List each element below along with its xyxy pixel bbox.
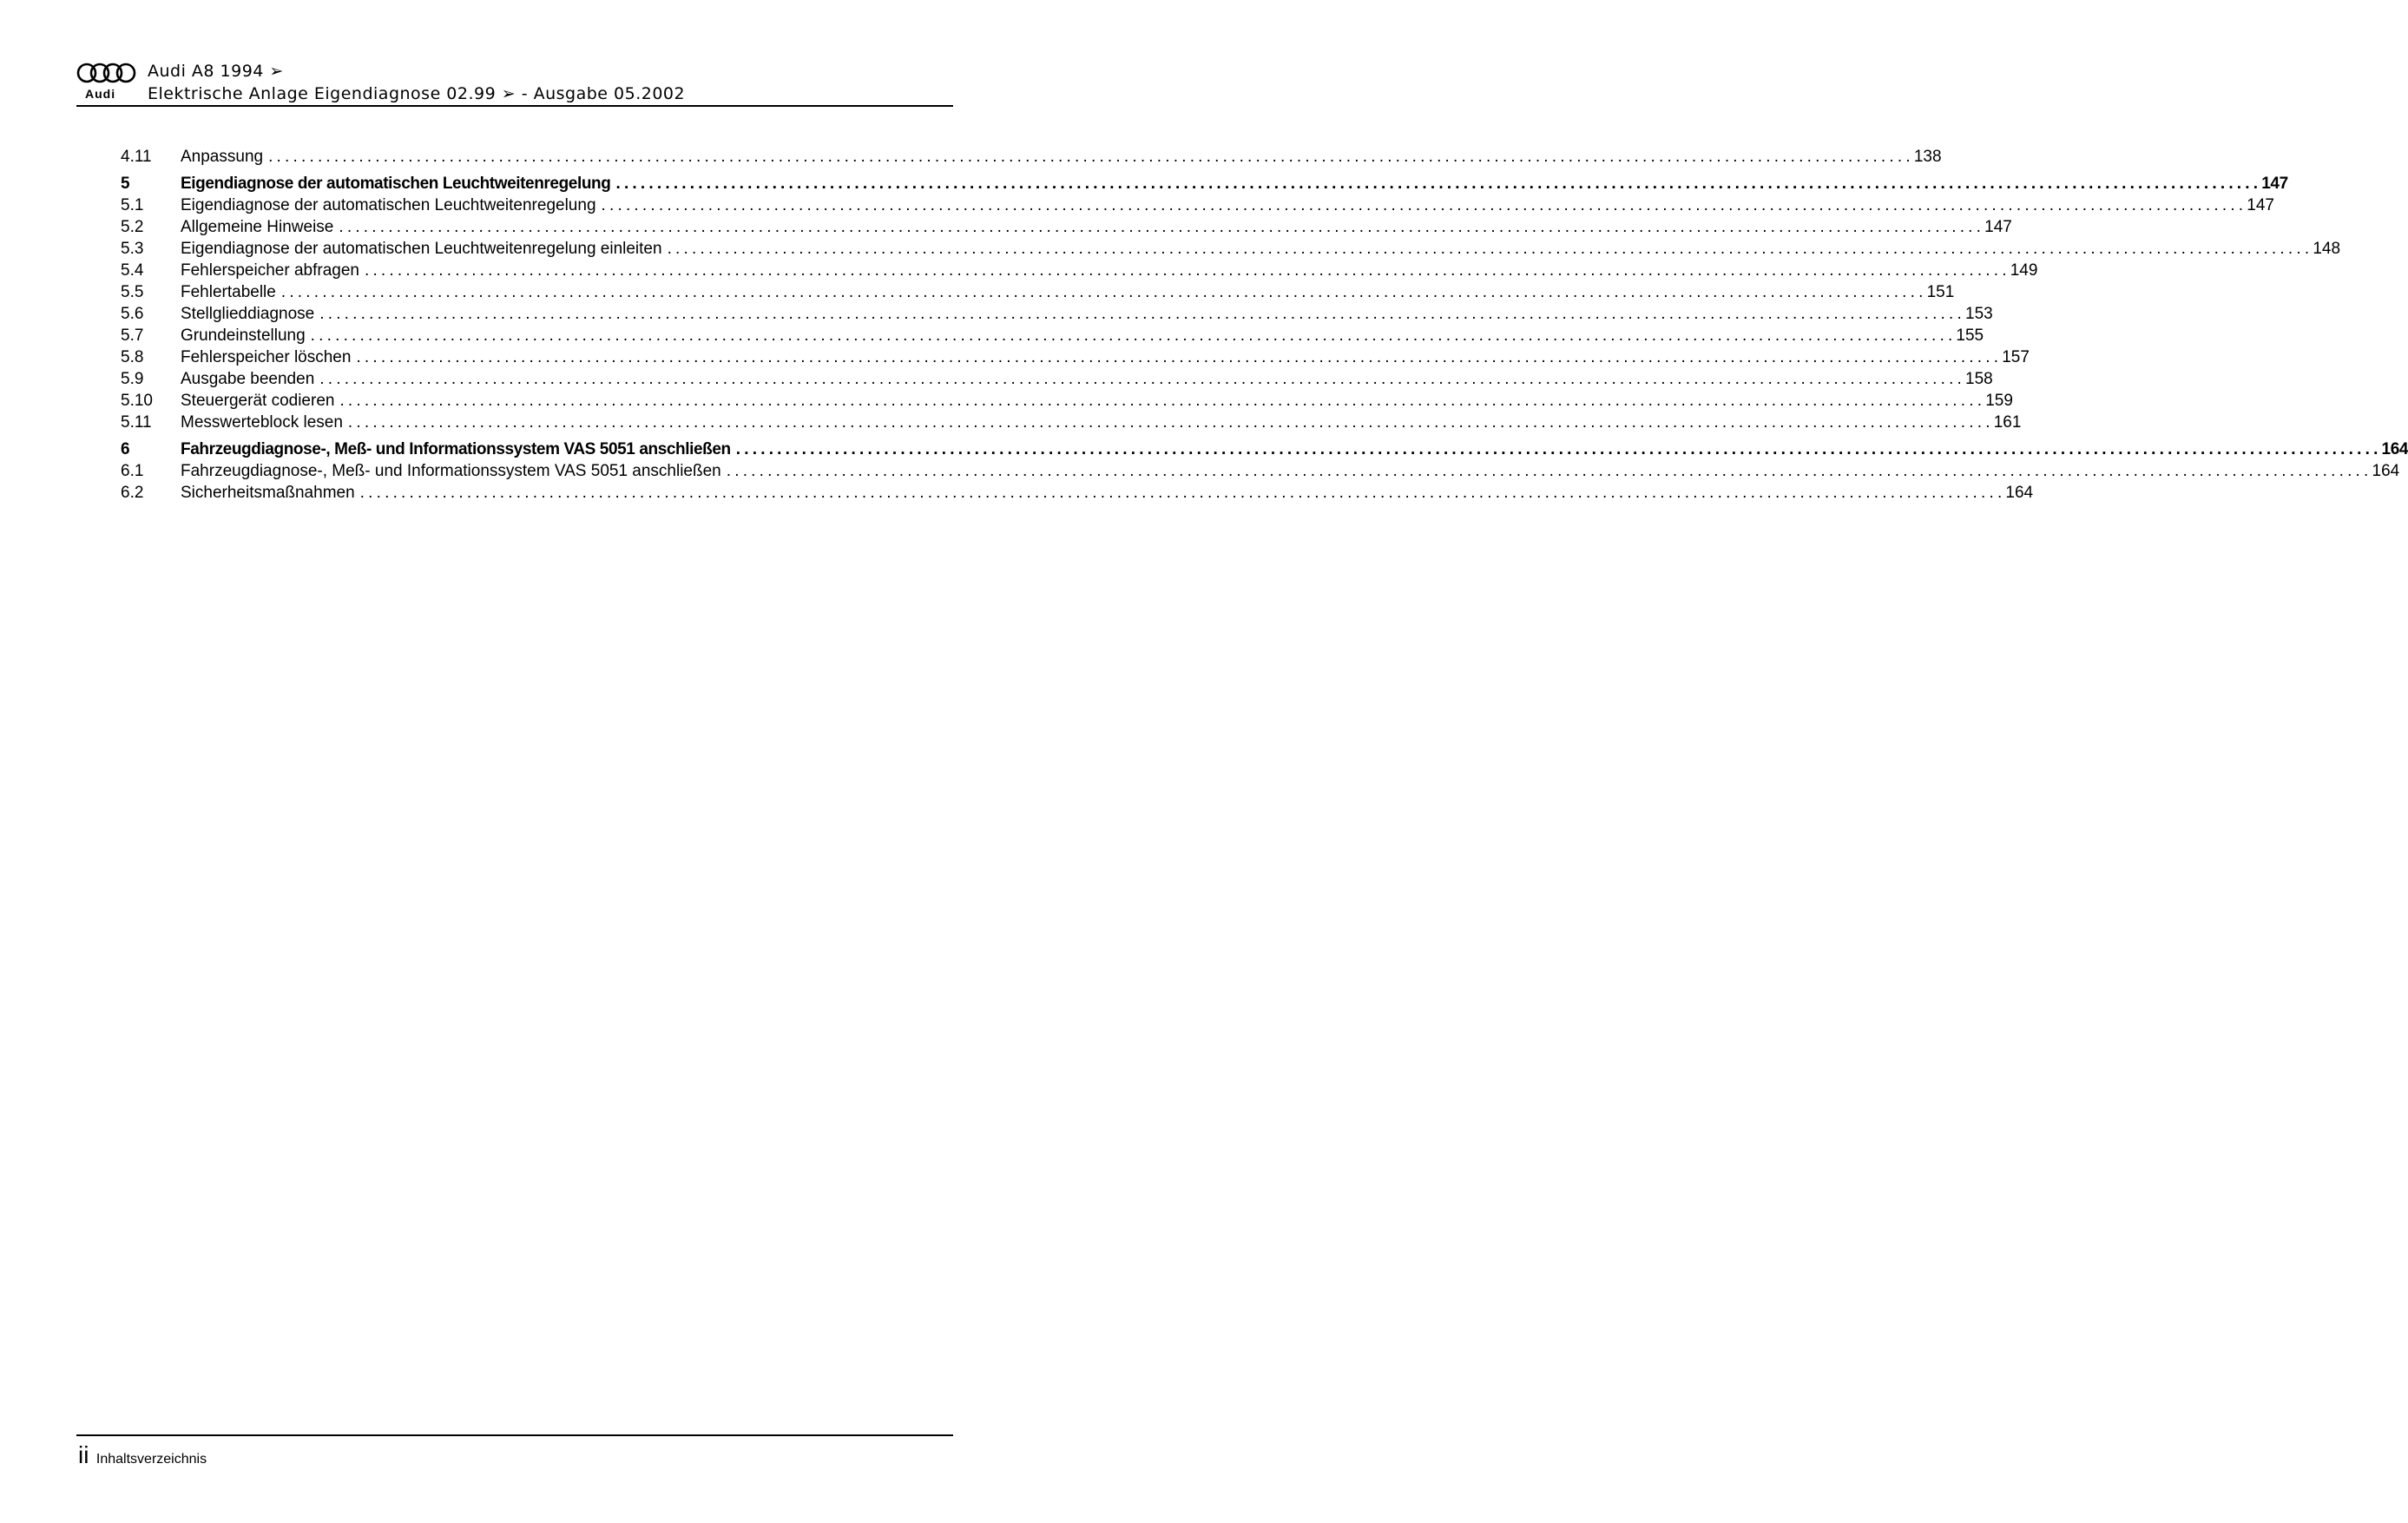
toc-entry[interactable] bbox=[121, 194, 2274, 216]
toc-leader-dots: ........................................................................................................................................................................................................ bbox=[359, 484, 2006, 502]
toc-leader-dots: ........................................................................................................................................................................................................ bbox=[347, 413, 1994, 432]
toc-entry[interactable] bbox=[121, 281, 1955, 303]
toc-leader-dots: ........................................................................................................................................................................................................ bbox=[601, 196, 2247, 214]
toc-entry-page: 148 bbox=[2313, 240, 2341, 258]
table-of-contents bbox=[121, 146, 2408, 504]
page-footer bbox=[78, 1441, 207, 1469]
toc-entry-title: Fehlertabelle bbox=[181, 283, 276, 301]
toc-entry-number: 5.9 bbox=[121, 370, 144, 388]
toc-leader-dots: ........................................................................................................................................................................................................ bbox=[356, 348, 2003, 366]
toc-entry-number: 5.6 bbox=[121, 305, 144, 323]
toc-entry-page: 158 bbox=[1965, 370, 1993, 388]
toc-entry-page: 157 bbox=[2002, 348, 2030, 366]
toc-leader-dots: ........................................................................................................................................................................................................ bbox=[364, 261, 2010, 280]
toc-chapter-entry[interactable] bbox=[121, 173, 2288, 194]
toc-chapter-entry[interactable] bbox=[121, 438, 2408, 460]
toc-entry-number: 5.8 bbox=[121, 348, 144, 366]
toc-entry-number: 5.1 bbox=[121, 196, 144, 214]
toc-leader-dots: ........................................................................................................................................................................................................ bbox=[319, 305, 1965, 323]
toc-entry-number: 5.4 bbox=[121, 261, 144, 280]
toc-entry-number: 5 bbox=[121, 175, 130, 193]
toc-entry-number: 4.11 bbox=[121, 148, 152, 166]
toc-entry-title: Anpassung bbox=[181, 148, 264, 166]
toc-entry-title: Eigendiagnose der automatischen Leuchtweitenregelung bbox=[181, 175, 611, 193]
toc-entry-title: Fahrzeugdiagnose-, Meß- und Informationssystem VAS 5051 anschließen bbox=[181, 440, 731, 458]
toc-entry-page: 147 bbox=[2247, 196, 2274, 214]
toc-leader-dots: ........................................................................................................................................................................................................ bbox=[310, 326, 1957, 345]
footer-rule bbox=[76, 1434, 953, 1436]
toc-entry-title: Grundeinstellung bbox=[181, 326, 306, 345]
toc-entry-page: 159 bbox=[1985, 392, 2013, 410]
toc-entry-number: 5.10 bbox=[121, 392, 153, 410]
document-title: Audi A8 1994 ➢ bbox=[148, 62, 284, 81]
toc-entry-title: Fehlerspeicher löschen bbox=[181, 348, 352, 366]
toc-entry-title: Ausgabe beenden bbox=[181, 370, 315, 388]
toc-entry-title: Stellglieddiagnose bbox=[181, 305, 315, 323]
audi-logo-wordmark: Audi bbox=[85, 87, 116, 101]
toc-leader-dots: ........................................................................................................................................................................................................ bbox=[735, 440, 2382, 458]
audi-rings-icon bbox=[76, 63, 137, 87]
toc-entry[interactable] bbox=[121, 260, 2038, 281]
toc-entry-page: 153 bbox=[1965, 305, 1993, 323]
toc-entry[interactable] bbox=[121, 460, 2400, 482]
toc-entry-page: 164 bbox=[2372, 462, 2400, 480]
header-rule bbox=[76, 105, 953, 107]
toc-entry-page: 164 bbox=[2005, 484, 2034, 502]
toc-entry[interactable] bbox=[121, 238, 2341, 260]
page-header bbox=[76, 61, 953, 108]
document-subtitle: Elektrische Anlage Eigendiagnose 02.99 ➢ - Ausgabe 05.2002 bbox=[148, 84, 686, 103]
toc-entry[interactable] bbox=[121, 390, 2013, 412]
toc-entry-title: Allgemeine Hinweise bbox=[181, 218, 334, 236]
toc-leader-dots: ........................................................................................................................................................................................................ bbox=[667, 240, 2313, 258]
page-number: ii bbox=[78, 1441, 89, 1468]
toc-entry-title: Eigendiagnose der automatischen Leuchtweitenregelung einleiten bbox=[181, 240, 662, 258]
toc-entry-number: 6 bbox=[121, 440, 130, 458]
footer-section-label: Inhaltsverzeichnis bbox=[95, 1452, 207, 1467]
toc-entry-number: 5.7 bbox=[121, 326, 144, 345]
toc-entry-page: 147 bbox=[1984, 218, 2012, 236]
toc-entry[interactable] bbox=[121, 146, 1942, 168]
toc-entry-number: 6.1 bbox=[121, 462, 144, 480]
audi-logo bbox=[76, 63, 137, 102]
toc-entry-title: Sicherheitsmaßnahmen bbox=[181, 484, 355, 502]
toc-entry-number: 5.5 bbox=[121, 283, 144, 301]
toc-entry-number: 5.11 bbox=[121, 413, 152, 432]
toc-entry-title: Steuergerät codieren bbox=[181, 392, 335, 410]
toc-leader-dots: ........................................................................................................................................................................................................ bbox=[726, 462, 2372, 480]
toc-entry[interactable] bbox=[121, 412, 2022, 433]
toc-leader-dots: ........................................................................................................................................................................................................ bbox=[319, 370, 1966, 388]
toc-leader-dots: ........................................................................................................................................................................................................ bbox=[339, 218, 1985, 236]
toc-entry-title: Messwerteblock lesen bbox=[181, 413, 343, 432]
toc-leader-dots: ........................................................................................................................................................................................................ bbox=[268, 148, 1914, 166]
toc-entry[interactable] bbox=[121, 346, 2030, 368]
toc-entry-page: 164 bbox=[2381, 440, 2408, 458]
toc-leader-dots: ........................................................................................................................................................................................................ bbox=[280, 283, 1927, 301]
toc-entry-page: 149 bbox=[2010, 261, 2038, 280]
toc-leader-dots: ........................................................................................................................................................................................................ bbox=[615, 175, 2262, 193]
toc-entry[interactable] bbox=[121, 303, 1993, 325]
toc-entry-title: Fahrzeugdiagnose-, Meß- und Informationssystem VAS 5051 anschließen bbox=[181, 462, 721, 480]
toc-leader-dots: ........................................................................................................................................................................................................ bbox=[339, 392, 1986, 410]
toc-entry[interactable] bbox=[121, 325, 1984, 346]
toc-entry-page: 138 bbox=[1913, 148, 1942, 166]
toc-entry-page: 151 bbox=[1926, 283, 1955, 301]
toc-entry-number: 6.2 bbox=[121, 484, 144, 502]
toc-entry[interactable] bbox=[121, 216, 2012, 238]
toc-entry-number: 5.2 bbox=[121, 218, 144, 236]
toc-entry-page: 155 bbox=[1956, 326, 1984, 345]
toc-entry[interactable] bbox=[121, 368, 1993, 390]
toc-entry-title: Fehlerspeicher abfragen bbox=[181, 261, 359, 280]
toc-entry-page: 147 bbox=[2261, 175, 2288, 193]
toc-entry-title: Eigendiagnose der automatischen Leuchtweitenregelung bbox=[181, 196, 596, 214]
toc-entry-number: 5.3 bbox=[121, 240, 144, 258]
toc-entry[interactable] bbox=[121, 482, 2034, 504]
toc-entry-page: 161 bbox=[1993, 413, 2022, 432]
